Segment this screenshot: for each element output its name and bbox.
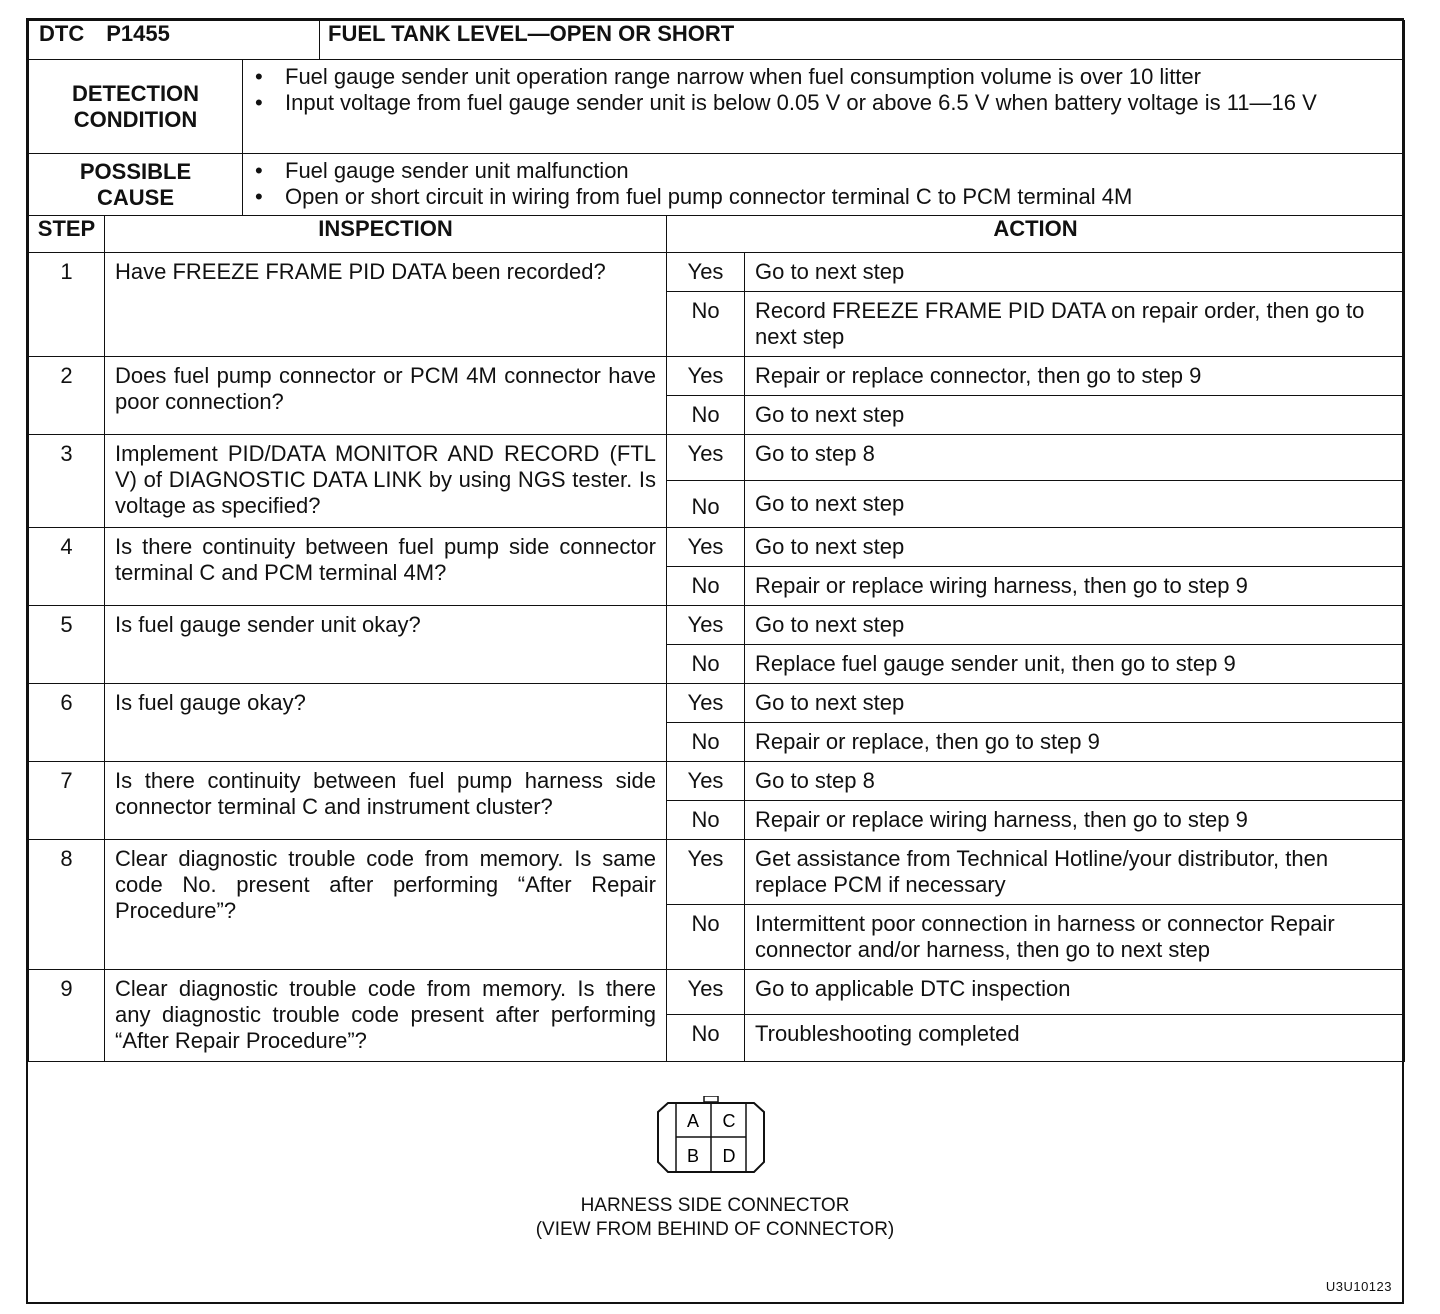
detection-item: • Input voltage from fuel gauge sender unit is below 0.05 V or above 6.5 V when battery voltage is 11—16 V [253,90,1396,116]
yes-action: Go to next step [745,253,1405,292]
yes-label: Yes [667,357,745,396]
step-inspection: Clear diagnostic trouble code from memory. Is there any diagnostic trouble code present after performing “After Repair Procedure”? [105,970,667,1062]
no-action: Repair or replace wiring harness, then go to step 9 [745,567,1405,606]
connector-caption: HARNESS SIDE CONNECTOR [580,1195,850,1216]
yes-label: Yes [667,840,745,905]
possible-cause-list [243,154,1405,216]
detection-label-line1: DETECTION [71,80,200,106]
terminal-b-label: B [686,1146,700,1166]
step-number: 9 [29,970,105,1062]
column-step: STEP [29,216,105,253]
yes-action: Go to step 8 [745,762,1405,801]
yes-label: Yes [667,253,745,292]
step-number: 7 [29,762,105,840]
step-number: 6 [29,684,105,762]
yes-action: Get assistance from Technical Hotline/your distributor, then replace PCM if necessary [745,840,1405,905]
connector-drawing [652,1096,770,1180]
step-number: 5 [29,606,105,684]
yes-label: Yes [667,435,745,481]
connector-figure-area [28,1064,1402,1302]
no-label: No [667,645,745,684]
cause-label [29,154,243,216]
cause-label-line1: POSSIBLE [79,158,192,184]
step-row [29,762,1405,801]
step-row [29,435,1405,481]
yes-action: Repair or replace connector, then go to step 9 [745,357,1405,396]
cause-item: • Fuel gauge sender unit malfunction [253,158,1396,184]
header-row [29,21,1405,60]
no-action: Troubleshooting completed [745,1015,1405,1062]
detection-label-line2: CONDITION [73,106,198,132]
cause-item: • Open or short circuit in wiring from fuel pump connector terminal C to PCM terminal 4M [253,184,1396,210]
cause-row [29,154,1405,216]
no-label: No [667,1015,745,1062]
terminal-a-label: A [686,1111,700,1131]
detection-condition-list [243,60,1405,154]
no-action: Repair or replace, then go to step 9 [745,723,1405,762]
dtc-code: P1455 [106,21,170,46]
no-label: No [667,723,745,762]
step-number: 2 [29,357,105,435]
dtc-title: FUEL TANK LEVEL—OPEN OR SHORT [320,21,1405,60]
no-label: No [667,801,745,840]
no-action: Repair or replace wiring harness, then go to step 9 [745,801,1405,840]
detection-row [29,60,1405,154]
step-number: 3 [29,435,105,528]
no-label: No [667,481,745,528]
harness-connector-diagram [652,1096,770,1180]
column-header-row [29,216,1405,253]
yes-action: Go to next step [745,684,1405,723]
yes-action: Go to next step [745,528,1405,567]
step-row [29,253,1405,292]
no-action: Intermittent poor connection in harness or connector Repair connector and/or harness, then go to next step [745,905,1405,970]
step-row [29,684,1405,723]
no-label: No [667,292,745,357]
yes-action: Go to next step [745,606,1405,645]
no-label: No [667,905,745,970]
yes-label: Yes [667,762,745,801]
figure-id: U3U10123 [1325,1279,1392,1294]
no-action: Go to next step [745,481,1405,528]
yes-label: Yes [667,606,745,645]
yes-action: Go to step 8 [745,435,1405,481]
step-number: 1 [29,253,105,357]
connector-latch [704,1096,718,1102]
yes-action: Go to applicable DTC inspection [745,970,1405,1015]
dtc-label: DTC [39,21,85,46]
step-inspection: Implement PID/DATA MONITOR AND RECORD (FTL V) of DIAGNOSTIC DATA LINK by using NGS tester. Is voltage as specified? [105,435,667,528]
dtc-code-cell [29,21,320,60]
connector-caption-note: (VIEW FROM BEHIND OF CONNECTOR) [535,1219,895,1240]
detection-label [29,60,243,154]
no-action: Record FREEZE FRAME PID DATA on repair order, then go to next step [745,292,1405,357]
step-inspection: Is there continuity between fuel pump harness side connector terminal C and instrument cluster? [105,762,667,840]
no-label: No [667,567,745,606]
column-inspection: INSPECTION [105,216,667,253]
step-inspection: Clear diagnostic trouble code from memory. Is same code No. present after performing “After Repair Procedure”? [105,840,667,970]
step-row [29,528,1405,567]
column-action: ACTION [667,216,1405,253]
step-inspection: Does fuel pump connector or PCM 4M connector have poor connection? [105,357,667,435]
detection-item: • Fuel gauge sender unit operation range narrow when fuel consumption volume is over 10 litter [253,64,1396,90]
dtc-table [28,20,1405,1062]
yes-label: Yes [667,970,745,1015]
no-action: Go to next step [745,396,1405,435]
no-label: No [667,396,745,435]
step-inspection: Is there continuity between fuel pump side connector terminal C and PCM terminal 4M? [105,528,667,606]
step-row [29,970,1405,1015]
step-row [29,840,1405,905]
terminal-d-label: D [722,1146,736,1166]
step-row [29,357,1405,396]
terminal-c-label: C [722,1111,736,1131]
step-inspection: Is fuel gauge sender unit okay? [105,606,667,684]
yes-label: Yes [667,684,745,723]
step-inspection: Have FREEZE FRAME PID DATA been recorded? [105,253,667,357]
step-number: 4 [29,528,105,606]
dtc-p1455-page [26,18,1404,1304]
step-inspection: Is fuel gauge okay? [105,684,667,762]
no-action: Replace fuel gauge sender unit, then go to step 9 [745,645,1405,684]
step-row [29,606,1405,645]
step-number: 8 [29,840,105,970]
cause-label-line2: CAUSE [96,184,174,210]
yes-label: Yes [667,528,745,567]
